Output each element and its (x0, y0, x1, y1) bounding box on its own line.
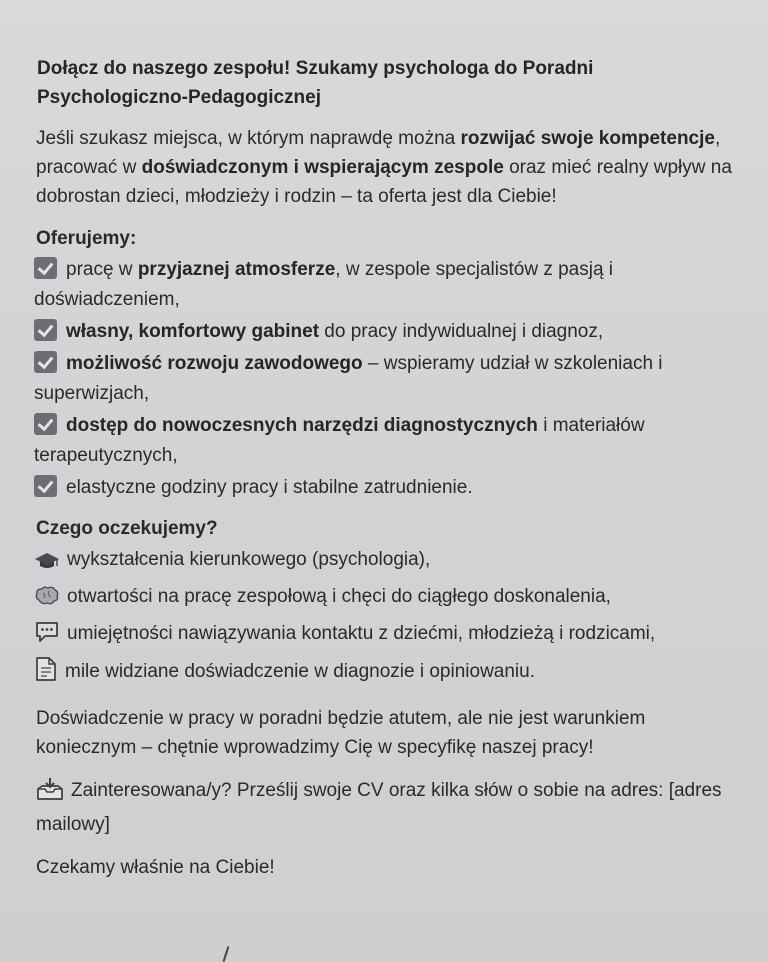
offer-item (34, 317, 748, 347)
intro-text-1: Jeśli szukasz miejsca, w którym naprawdę można (36, 128, 461, 149)
offer-item-text: – wspieramy udział w szkoleniach i superwizjach, (34, 353, 663, 404)
inbox-tray-icon (36, 777, 64, 810)
expect-item (34, 582, 748, 617)
expect-item-text: mile widziane doświadczenie w diagnozie i opiniowaniu. (65, 661, 535, 682)
offer-item-text: , w zespole specjalistów z pasją i doświadczeniem, (34, 259, 614, 310)
page-title: Dołącz do naszego zespołu! Szukamy psychologa do Poradni Psychologiczno-Pedagogicznej (37, 58, 594, 108)
offer-item-text: elastyczne godziny pracy i stabilne zatrudnienie. (66, 477, 473, 498)
expect-item (34, 545, 748, 580)
offer-item-bold: możliwość rozwoju zawodowego (66, 353, 363, 374)
graduation-cap-icon (34, 550, 60, 580)
intro-bold-1: rozwijać swoje kompetencje (460, 128, 715, 149)
offer-item-text: do pracy indywidualnej i diagnoz, (319, 321, 604, 342)
check-box-icon (34, 257, 57, 279)
speech-bubble-icon (34, 620, 60, 654)
offer-item (34, 473, 748, 503)
brain-icon (34, 585, 60, 617)
experience-note: Doświadczenie w pracy w poradni będzie atutem, ale nie jest warunkiem koniecznym – chętnie wprowadzimy Cię w specyfikę naszej pracy! (36, 708, 646, 758)
contact-line (36, 776, 748, 839)
document-icon (34, 656, 58, 692)
check-box-icon (34, 475, 57, 497)
check-box-icon (34, 413, 57, 435)
closing-line: Czekamy właśnie na Ciebie! (36, 857, 275, 878)
intro-text-3: oraz mieć realny wpływ na dobrostan dzieci, młodzieży i rodzin – ta oferta jest dla Ciebie! (36, 157, 732, 207)
intro-text-2: , pracować w (36, 128, 721, 178)
offer-item (34, 349, 748, 409)
check-box-icon (34, 319, 57, 341)
expect-item-text: umiejętności nawiązywania kontaktu z dziećmi, młodzieżą i rodzicami, (67, 623, 656, 644)
offer-heading: Oferujemy: (36, 228, 137, 249)
expect-item-text: wykształcenia kierunkowego (psychologia), (67, 549, 431, 570)
intro-paragraph (36, 124, 748, 211)
expect-item (34, 619, 748, 654)
offer-item (34, 255, 748, 315)
offer-item-bold: przyjaznej atmosferze (137, 259, 336, 280)
offer-item-text: pracę w (66, 259, 138, 280)
intro-bold-2: doświadczonym i wspierającym zespole (141, 157, 504, 178)
pen-mark (223, 946, 230, 962)
offer-item-text: i materiałów terapeutycznych, (34, 415, 645, 466)
expect-heading: Czego oczekujemy? (36, 518, 218, 539)
check-box-icon (34, 351, 57, 373)
offer-item-bold: własny, komfortowy gabinet (66, 321, 320, 342)
offer-item-bold: dostęp do nowoczesnych narzędzi diagnostycznych (66, 415, 538, 436)
contact-text: Zainteresowana/y? Prześlij swoje CV oraz kilka słów o sobie na adres: [adres mailowy] (36, 780, 722, 835)
expect-item-text: otwartości na pracę zespołową i chęci do ciągłego doskonalenia, (67, 586, 611, 607)
expect-item (34, 656, 748, 692)
offer-item (34, 411, 748, 471)
